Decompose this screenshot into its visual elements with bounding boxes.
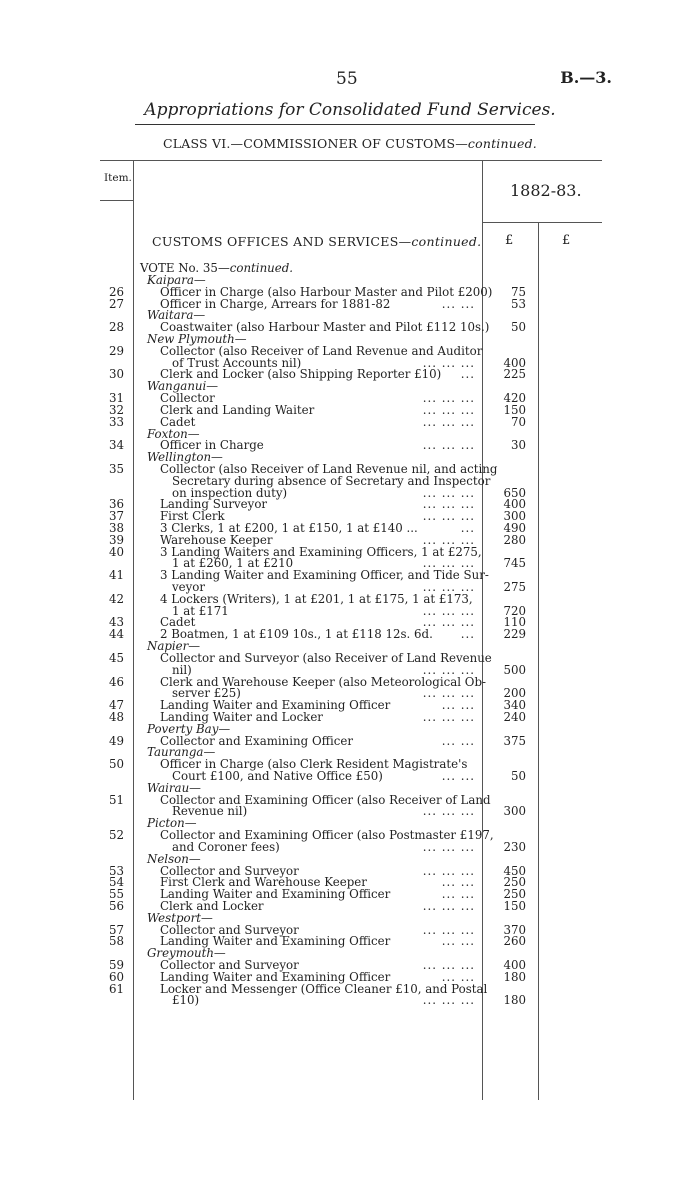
amount-value: 110: [503, 615, 526, 630]
item-description: £10): [172, 993, 200, 1008]
item-description: Court £100, and Native Office £50): [172, 769, 383, 784]
amount-value: 229: [503, 627, 526, 642]
amount-value: 300: [503, 804, 526, 819]
table-row: [0, 994, 700, 1007]
amount-value: 650: [503, 485, 526, 500]
office-name: Kaipara—: [147, 273, 206, 287]
dot-leader: ... ...: [441, 875, 475, 890]
item-description: Landing Waiter and Examining Officer: [160, 934, 391, 949]
item-header-rule: [100, 200, 133, 201]
office-name: Napier—: [147, 639, 201, 654]
item-description: Landing Waiter and Examining Officer: [160, 887, 391, 902]
office-name: Nelson—: [147, 851, 201, 866]
item-number: 40: [108, 544, 124, 559]
dot-leader: ... ...: [441, 698, 475, 713]
item-number: 51: [108, 792, 124, 807]
amount-value: 260: [503, 934, 526, 949]
amount-value: 180: [503, 969, 526, 984]
item-description: Clerk and Landing Waiter: [160, 402, 315, 417]
item-number: 60: [108, 969, 124, 984]
year-column-header: 1882-83.: [510, 181, 582, 200]
item-description: Collector and Surveyor: [160, 922, 299, 937]
dot-leader: ... ... ...: [422, 485, 475, 500]
item-number: 31: [108, 391, 124, 406]
amount-value: 150: [503, 898, 526, 913]
amount-value: 250: [503, 875, 526, 890]
amount-value: 450: [503, 863, 526, 878]
item-description: 3 Clerks, 1 at £200, 1 at £150, 1 at £140 ...: [160, 521, 418, 535]
amount-value: 370: [503, 922, 526, 937]
title-rule: [135, 124, 535, 125]
office-name: Poverty Bay—: [147, 721, 231, 736]
item-number: 47: [108, 698, 124, 713]
item-description: Collector (also Receiver of Land Revenue and Auditor: [160, 343, 483, 358]
dot-leader: ...: [460, 521, 475, 535]
amount-value: 75: [510, 284, 526, 299]
dot-leader: ... ... ...: [422, 497, 475, 512]
dot-leader: ... ... ...: [422, 686, 475, 701]
dot-leader: ... ... ...: [422, 438, 475, 453]
item-description: First Clerk: [160, 509, 225, 524]
item-number: 58: [108, 934, 124, 949]
dot-leader: ... ... ...: [422, 391, 475, 406]
item-description: server £25): [172, 686, 241, 701]
class-heading-text: CLASS VI.—COMMISSIONER OF CUSTOMS—: [163, 136, 468, 151]
dot-leader: ... ...: [441, 934, 475, 949]
office-name: New Plymouth—: [147, 332, 247, 347]
amount-value: 400: [503, 957, 526, 972]
item-description: Officer in Charge (also Clerk Resident Magistrate's: [160, 757, 468, 772]
item-description: 1 at £260, 1 at £210: [172, 556, 294, 571]
office-name: Wanganui—: [147, 379, 219, 394]
item-description: Warehouse Keeper: [160, 532, 273, 547]
item-description: Coastwaiter (also Harbour Master and Pilot £112 10s.): [160, 320, 490, 335]
item-number: 59: [108, 957, 124, 972]
item-description: Officer in Charge (also Harbour Master and Pilot £200): [160, 284, 493, 299]
item-description: and Coroner fees): [172, 839, 280, 854]
office-name: Westport—: [147, 910, 213, 925]
item-number: 43: [108, 615, 124, 630]
amount-value: 340: [503, 698, 526, 713]
vote-label-text: VOTE No. 35—: [140, 261, 230, 275]
item-description: Officer in Charge: [160, 438, 264, 453]
item-description: 1 at £171: [172, 603, 229, 618]
item-description: Cadet: [160, 615, 196, 630]
item-description: 2 Boatmen, 1 at £109 10s., 1 at £118 12s. 6d.: [160, 627, 433, 642]
item-number: 33: [108, 414, 124, 429]
office-name: Tauranga—: [147, 745, 216, 760]
item-number: 52: [108, 828, 124, 843]
amount-value: 400: [503, 497, 526, 512]
item-number: 38: [108, 521, 124, 535]
amount-value: 275: [503, 580, 526, 595]
item-description: 3 Landing Waiters and Examining Officers, 1 at £275,: [160, 544, 482, 559]
amount-value: 230: [503, 839, 526, 854]
item-description: veyor: [172, 580, 206, 595]
item-number: 54: [108, 875, 124, 890]
item-description: First Clerk and Warehouse Keeper: [160, 875, 367, 890]
office-name: Waitara—: [147, 308, 206, 323]
item-description: Collector: [160, 391, 215, 406]
item-number: 48: [108, 709, 124, 724]
office-name: Picton—: [147, 816, 197, 831]
item-number: 29: [108, 343, 124, 358]
dot-leader: ... ... ...: [422, 603, 475, 618]
item-description: Officer in Charge, Arrears for 1881-82: [160, 296, 391, 311]
dot-leader: ...: [460, 367, 475, 382]
currency-symbol-col2: £: [562, 233, 571, 248]
item-description: Locker and Messenger (Office Cleaner £10, and Postal: [160, 981, 488, 996]
office-name: Greymouth—: [147, 946, 226, 961]
amount-value: 375: [503, 733, 526, 748]
amount-value: 490: [503, 521, 526, 535]
item-description: of Trust Accounts nil): [172, 355, 302, 370]
item-column-header: Item.: [104, 172, 132, 184]
item-description: Collector and Surveyor: [160, 957, 299, 972]
dot-leader: ... ...: [441, 296, 475, 311]
amount-value: 225: [503, 367, 526, 382]
amount-value: 50: [510, 320, 526, 335]
amount-value: 250: [503, 887, 526, 902]
item-number: 28: [108, 320, 124, 335]
item-number: 32: [108, 402, 124, 417]
dot-leader: ... ... ...: [422, 580, 475, 595]
amount-value: 720: [503, 603, 526, 618]
dot-leader: ... ... ...: [422, 898, 475, 913]
item-description: Cadet: [160, 414, 196, 429]
dot-leader: ... ... ...: [422, 414, 475, 429]
item-description: 3 Landing Waiter and Examining Officer, and Tide Sur-: [160, 568, 489, 583]
item-number: 39: [108, 532, 124, 547]
amount-value: 280: [503, 532, 526, 547]
item-description: nil): [172, 662, 192, 677]
dot-leader: ... ...: [441, 769, 475, 784]
dot-leader: ... ... ...: [422, 355, 475, 370]
class-heading: [0, 136, 700, 151]
class-heading-suffix: continued.: [467, 136, 537, 151]
amount-value: 53: [510, 296, 526, 311]
table-top-rule: [100, 160, 602, 161]
office-name: Wairau—: [147, 780, 201, 795]
amount-value: 50: [510, 769, 526, 784]
item-number: 56: [108, 898, 124, 913]
dot-leader: ... ...: [441, 887, 475, 902]
dot-leader: ... ... ...: [422, 509, 475, 524]
amount-value: 30: [510, 438, 526, 453]
item-number: 36: [108, 497, 124, 512]
office-name: Wellington—: [147, 450, 223, 465]
section-title-text: CUSTOMS OFFICES AND SERVICES—: [152, 234, 412, 249]
amount-value: 180: [503, 993, 526, 1008]
document-reference: B.—3.: [560, 68, 612, 87]
item-number: 61: [108, 981, 124, 996]
amount-value: 300: [503, 509, 526, 524]
year-header-rule: [482, 222, 602, 223]
item-number: 26: [108, 284, 124, 299]
item-description: Clerk and Locker (also Shipping Reporter £10): [160, 367, 442, 382]
section-title: [152, 234, 481, 249]
item-number: 37: [108, 509, 124, 524]
amount-value: 745: [503, 556, 526, 571]
item-number: 35: [108, 461, 124, 476]
dot-leader: ... ... ...: [422, 556, 475, 571]
item-number: 27: [108, 296, 124, 311]
dot-leader: ... ... ...: [422, 863, 475, 878]
item-description: Collector and Surveyor (also Receiver of Land Revenue: [160, 650, 492, 665]
item-description: Landing Waiter and Locker: [160, 709, 323, 724]
item-number: 44: [108, 627, 124, 642]
dot-leader: ... ...: [441, 733, 475, 748]
dot-leader: ... ... ...: [422, 839, 475, 854]
item-number: 57: [108, 922, 124, 937]
amount-value: 200: [503, 686, 526, 701]
page-number: 55: [336, 69, 358, 89]
item-description: Clerk and Locker: [160, 898, 264, 913]
item-number: 55: [108, 887, 124, 902]
dot-leader: ... ...: [441, 969, 475, 984]
item-number: 30: [108, 367, 124, 382]
amount-value: 420: [503, 391, 526, 406]
item-description: Clerk and Warehouse Keeper (also Meteorological Ob-: [160, 674, 486, 689]
item-number: 50: [108, 757, 124, 772]
item-description: Collector and Examining Officer (also Receiver of Land: [160, 792, 491, 807]
item-description: Landing Surveyor: [160, 497, 268, 512]
dot-leader: ...: [460, 627, 475, 642]
dot-leader: ... ... ...: [422, 957, 475, 972]
amount-value: 500: [503, 662, 526, 677]
item-number: 42: [108, 591, 124, 606]
amount-value: 150: [503, 402, 526, 417]
item-description: Landing Waiter and Examining Officer: [160, 969, 391, 984]
item-number: 46: [108, 674, 124, 689]
item-description: Collector (also Receiver of Land Revenue nil, and acting: [160, 461, 498, 476]
vote-label-suffix: continued.: [229, 261, 294, 275]
dot-leader: ... ... ...: [422, 804, 475, 819]
amount-value: 400: [503, 355, 526, 370]
item-number: 45: [108, 650, 124, 665]
amount-value: 70: [510, 414, 526, 429]
item-number: 49: [108, 733, 124, 748]
dot-leader: ... ... ...: [422, 615, 475, 630]
item-number: 53: [108, 863, 124, 878]
dot-leader: ... ... ...: [422, 709, 475, 724]
dot-leader: ... ... ...: [422, 532, 475, 547]
currency-symbol-col1: £: [505, 233, 514, 248]
amount-value: 240: [503, 709, 526, 724]
dot-leader: ... ... ...: [422, 922, 475, 937]
item-description: Revenue nil): [172, 804, 248, 819]
item-number: 41: [108, 568, 124, 583]
item-description: Secretary during absence of Secretary and Inspector: [172, 473, 491, 488]
item-number: 34: [108, 438, 124, 453]
item-description: Collector and Surveyor: [160, 863, 299, 878]
section-title-suffix: continued.: [411, 234, 482, 249]
item-description: 4 Lockers (Writers), 1 at £201, 1 at £175, 1 at £173,: [160, 591, 473, 606]
dot-leader: ... ... ...: [422, 662, 475, 677]
dot-leader: ... ... ...: [422, 402, 475, 417]
page-title: Appropriations for Consolidated Fund Services.: [144, 100, 556, 120]
dot-leader: ... ... ...: [422, 993, 475, 1008]
item-description: on inspection duty): [172, 485, 288, 500]
item-description: Landing Waiter and Examining Officer: [160, 698, 391, 713]
item-description: Collector and Examining Officer: [160, 733, 354, 748]
item-description: Collector and Examining Officer (also Postmaster £197,: [160, 828, 494, 843]
office-name: Foxton—: [147, 426, 200, 441]
